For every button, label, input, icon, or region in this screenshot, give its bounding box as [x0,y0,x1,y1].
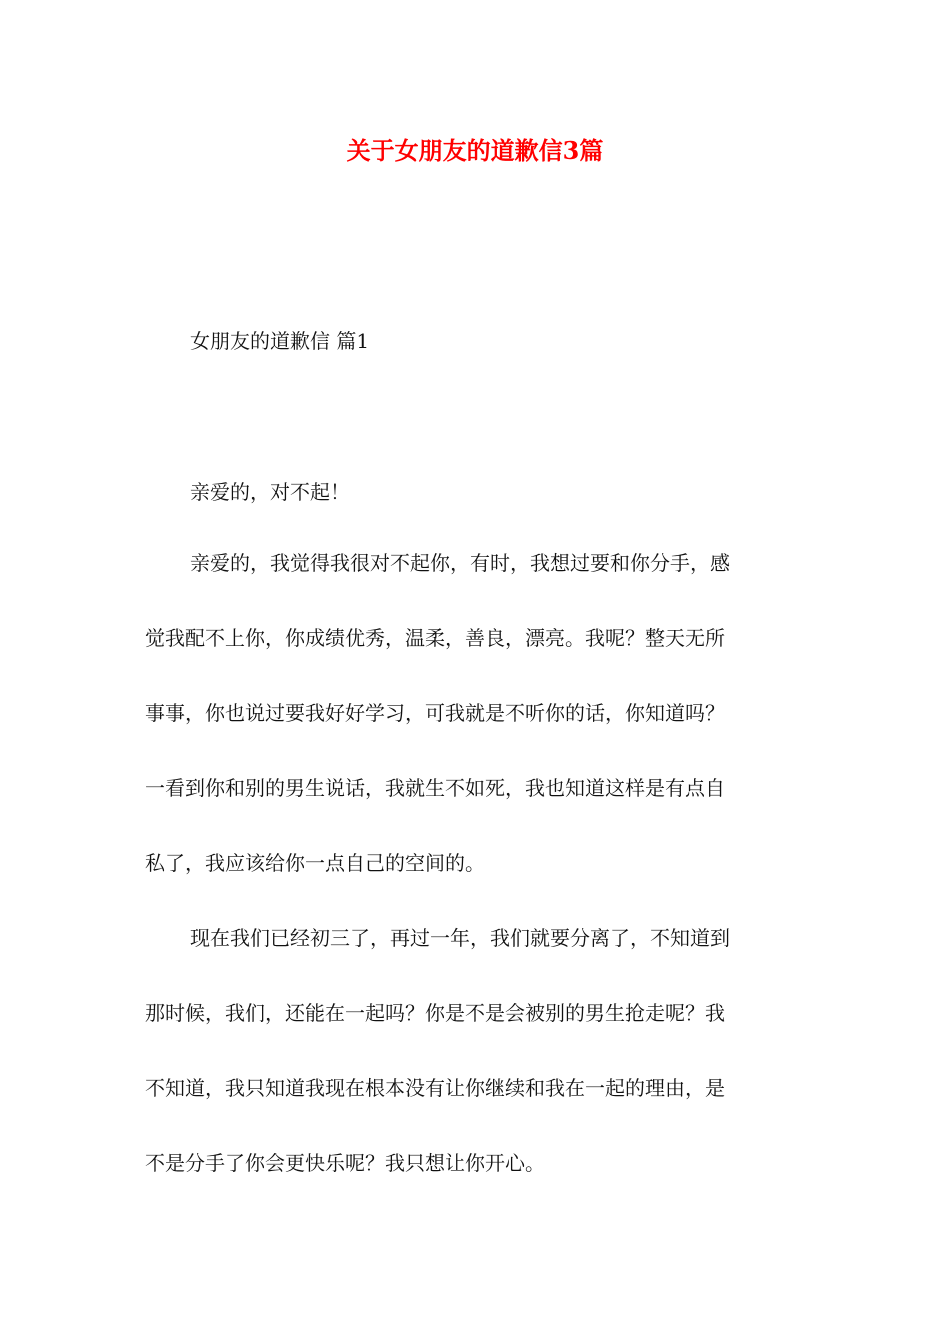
paragraph-line: 事事，你也说过要我好好学习，可我就是不听你的话，你知道吗？ [145,701,725,725]
document-title: 关于女朋友的道歉信3篇 [346,136,604,165]
paragraph-line: 一看到你和别的男生说话，我就生不如死，我也知道这样是有点自 [145,776,725,800]
section-heading: 女朋友的道歉信 篇1 [190,329,370,353]
paragraph-line: 不是分手了你会更快乐呢？我只想让你开心。 [145,1151,545,1175]
greeting-line: 亲爱的，对不起！ [190,480,350,504]
paragraph-line: 觉我配不上你，你成绩优秀，温柔，善良，漂亮。我呢？整天无所 [145,626,725,650]
paragraph-line: 不知道，我只知道我现在根本没有让你继续和我在一起的理由，是 [145,1076,725,1100]
paragraph-line: 私了，我应该给你一点自己的空间的。 [145,851,485,875]
paragraph-line: 现在我们已经初三了，再过一年，我们就要分离了，不知道到 [190,926,730,950]
paragraph-line: 那时候，我们，还能在一起吗？你是不是会被别的男生抢走呢？我 [145,1001,725,1025]
paragraph-line: 亲爱的，我觉得我很对不起你，有时，我想过要和你分手，感 [190,551,730,575]
